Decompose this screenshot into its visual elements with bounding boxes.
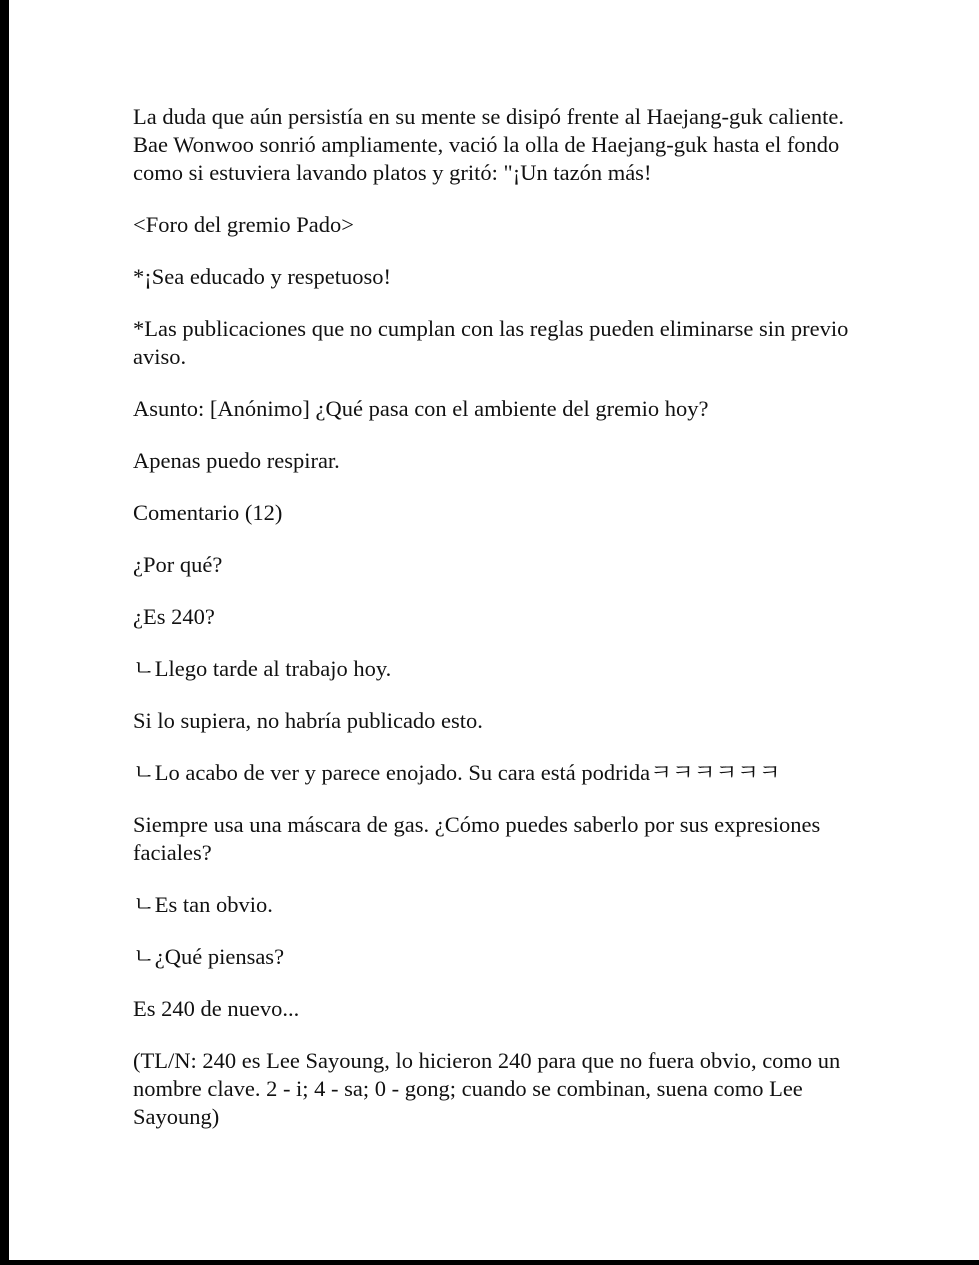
- comment-reply: ㄴLo acabo de ver y parece enojado. Su cara está podridaㅋㅋㅋㅋㅋㅋ: [133, 760, 781, 785]
- comment: Es 240 de nuevo...: [133, 996, 300, 1021]
- narrative-paragraph: La duda que aún persistía en su mente se disipó frente al Haejang-guk caliente. Bae Wonwoo sonrió ampliamente, vació la olla de Haejang-guk hasta el fondo como si estuviera lavando platos y gritó: "¡Un tazón más!: [133, 104, 844, 185]
- post-body: Apenas puedo respirar.: [133, 448, 340, 473]
- forum-rule: *Las publicaciones que no cumplan con las reglas pueden eliminarse sin previo aviso.: [133, 316, 849, 369]
- document-page: [9, 0, 979, 1260]
- translator-note: (TL/N: 240 es Lee Sayoung, lo hicieron 240 para que no fuera obvio, como un nombre clave. 2 - i; 4 - sa; 0 - gong; cuando se combinan, suena como Lee Sayoung): [133, 1048, 841, 1129]
- comment-reply: ㄴ¿Qué piensas?: [133, 944, 285, 969]
- comment: Si lo supiera, no habría publicado esto.: [133, 708, 483, 733]
- comment: ¿Por qué?: [133, 552, 223, 577]
- comment-count: Comentario (12): [133, 500, 283, 525]
- post-subject: Asunto: [Anónimo] ¿Qué pasa con el ambiente del gremio hoy?: [133, 396, 709, 421]
- forum-title: <Foro del gremio Pado>: [133, 212, 354, 237]
- document-body: [133, 103, 873, 1155]
- comment-reply: ㄴLlego tarde al trabajo hoy.: [133, 656, 392, 681]
- comment-reply: ㄴEs tan obvio.: [133, 892, 273, 917]
- forum-rule: *¡Sea educado y respetuoso!: [133, 264, 392, 289]
- comment: Siempre usa una máscara de gas. ¿Cómo puedes saberlo por sus expresiones faciales?: [133, 812, 821, 865]
- comment: ¿Es 240?: [133, 604, 215, 629]
